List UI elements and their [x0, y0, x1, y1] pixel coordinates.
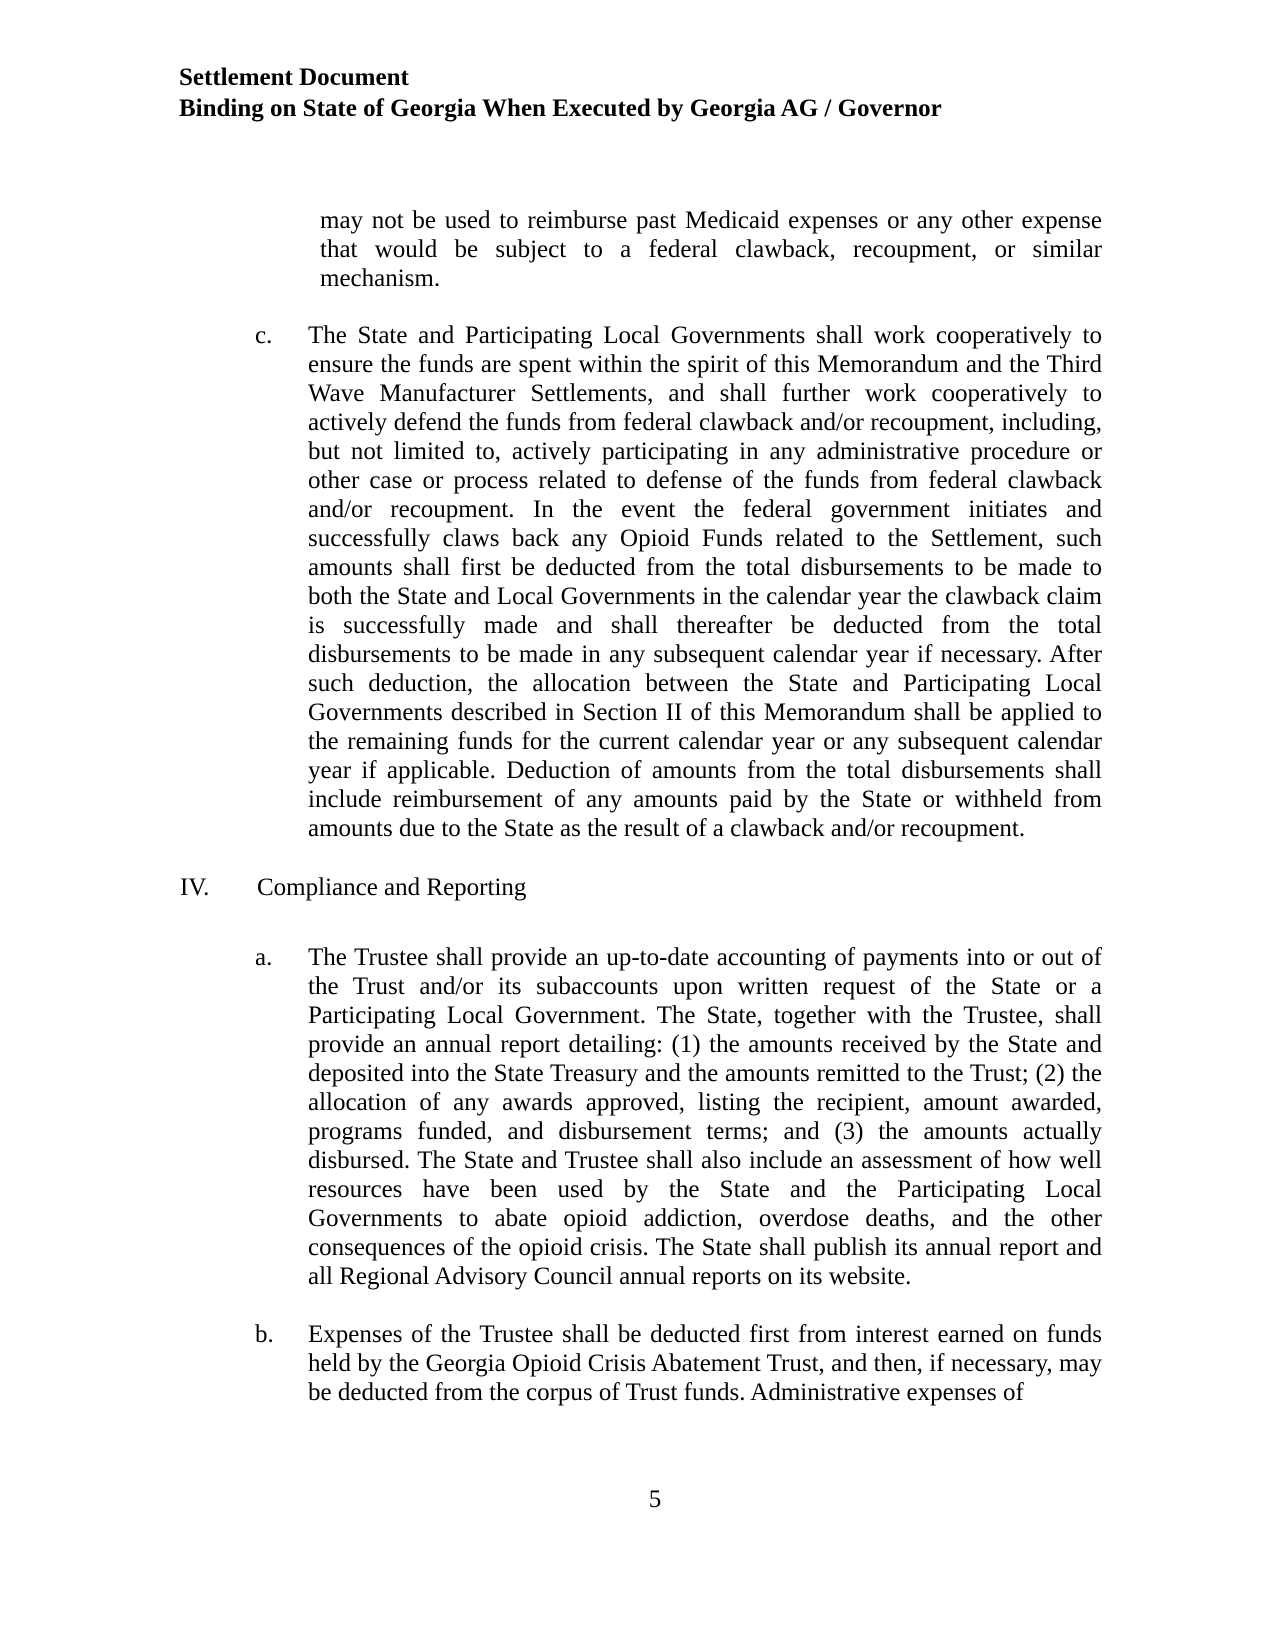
section-number: IV. [180, 874, 210, 901]
paragraph-item-b-text: Expenses of the Trustee shall be deducted first from interest earned on funds held by the Georgia Opioid Crisis Abatement Trust, and then, if necessary, may be deducted from the corpus of Trust funds. Administrative expenses of [308, 1321, 1102, 1406]
document-header [179, 62, 1109, 124]
paragraph-item-b-label: b. [255, 1321, 274, 1348]
paragraph-item-c [252, 321, 1102, 843]
paragraph-item-a-text: The Trustee shall provide an up-to-date accounting of payments into or out of the Trust and/or its subaccounts upon written request of the State or a Participating Local Government. The State, together with the Trustee, shall provide an annual report detailing: (1) the amounts received by the State and deposited into the State Treasury and the amounts remitted to the Trust; (2) the allocation of any awards approved, listing the recipient, amount awarded, programs funded, and disbursement terms; and (3) the amounts actually disbursed. The State and Trustee shall also include an assessment of how well resources have been used by the State and the Participating Local Governments to abate opioid addiction, overdose deaths, and the other consequences of the opioid crisis. The State shall publish its annual report and all Regional Advisory Council annual reports on its website. [308, 944, 1102, 1290]
paragraph-item-c-text: The State and Participating Local Governments shall work cooperatively to ensure the funds are spent within the spirit of this Memorandum and the Third Wave Manufacturer Settlements, and shall further work cooperatively to actively defend the funds from federal clawback and/or recoupment, including, but not limited to, actively participating in any administrative procedure or other case or process related to defense of the funds from federal clawback and/or recoupment. In the event the federal government initiates and successfully claws back any Opioid Funds related to the Settlement, such amounts shall first be deducted from the total disbursements to be made to both the State and Local Governments in the calendar year the clawback claim is successfully made and shall thereafter be deducted from the total disbursements to be made in any subsequent calendar year if necessary. After such deduction, the allocation between the State and Participating Local Governments described in Section II of this Memorandum shall be applied to the remaining funds for the current calendar year or any subsequent calendar year if applicable. Deduction of amounts from the total disbursements shall include reimbursement of any amounts paid by the State or withheld from amounts due to the State as the result of a clawback and/or recoupment. [308, 322, 1102, 842]
paragraph-continuation-text: may not be used to reimburse past Medicaid expenses or any other expense that would be subject to a federal clawback, recoupment, or similar mechanism. [320, 207, 1102, 292]
section-heading-compliance [180, 873, 1102, 902]
section-title: Compliance and Reporting [257, 874, 527, 901]
paragraph-item-b [252, 1320, 1102, 1407]
document-title: Settlement Document [179, 64, 409, 91]
page-number: 5 [648, 1486, 662, 1513]
paragraph-item-a-label: a. [255, 944, 273, 971]
paragraph-item-c-label: c. [255, 322, 273, 349]
document-subtitle: Binding on State of Georgia When Executed by Georgia AG / Governor [179, 95, 942, 122]
paragraph-continuation [320, 206, 1102, 293]
paragraph-item-a [252, 943, 1102, 1291]
